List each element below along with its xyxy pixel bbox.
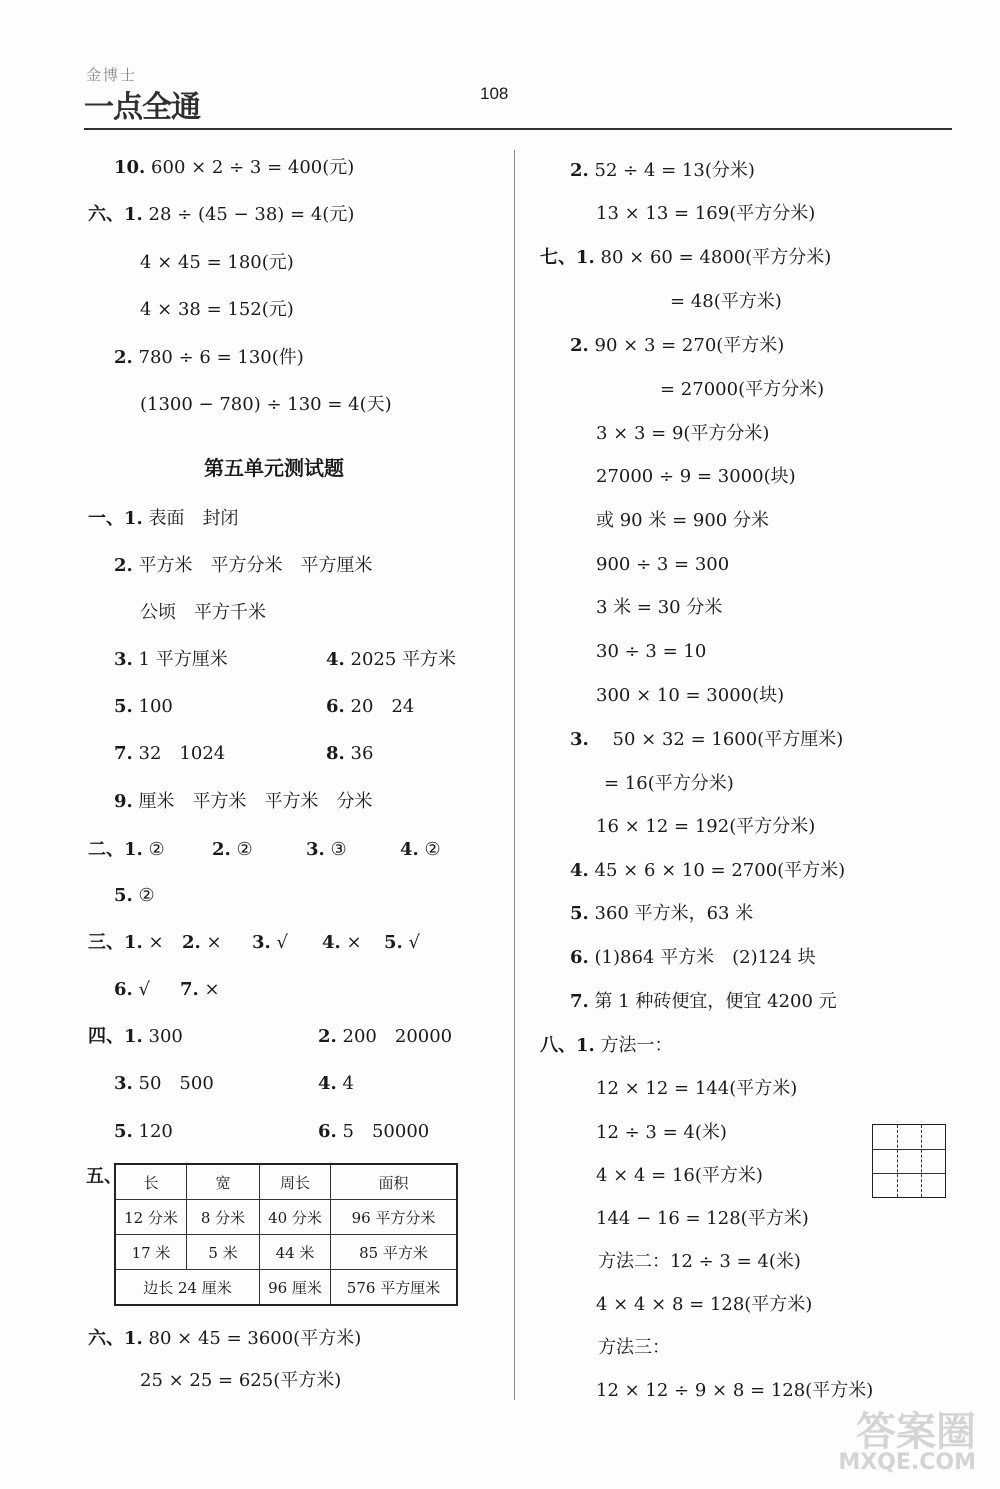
answer-line bbox=[88, 204, 354, 226]
answer-text: √ bbox=[402, 932, 420, 953]
answer-text: × bbox=[142, 932, 164, 953]
answer-text: 28 ÷ (45 − 38) = 4(元) bbox=[142, 204, 355, 225]
publisher-logo bbox=[84, 62, 224, 125]
answer-line bbox=[306, 839, 347, 861]
question-number: 6. bbox=[570, 947, 589, 968]
answer-line bbox=[318, 1121, 429, 1143]
answer-line: 27000 ÷ 9 = 3000(块) bbox=[596, 466, 796, 487]
question-number: 四、1. bbox=[88, 1026, 143, 1047]
question-number: 二、1. bbox=[88, 839, 143, 860]
answer-line: 3 × 3 = 9(平方分米) bbox=[596, 423, 770, 444]
answer-line: 25 × 25 = 625(平方米) bbox=[140, 1370, 342, 1391]
question-number: 7. bbox=[114, 743, 133, 764]
question-number: 3. bbox=[306, 839, 325, 860]
column-divider bbox=[514, 150, 515, 1400]
answer-text: 80 × 60 = 4800(平方分米) bbox=[594, 247, 832, 268]
answer-line: 13 × 13 = 169(平方分米) bbox=[596, 203, 816, 224]
answer-line bbox=[182, 932, 222, 954]
answer-line bbox=[540, 1035, 673, 1057]
question-number: 3. bbox=[570, 729, 589, 750]
answer-line bbox=[114, 1121, 173, 1143]
answer-text: 20 24 bbox=[344, 696, 415, 717]
answer-line bbox=[326, 743, 373, 765]
question-number: 5. bbox=[384, 932, 403, 953]
answer-text: 5 50000 bbox=[336, 1121, 430, 1142]
table-row bbox=[115, 1270, 457, 1306]
question-number: 5. bbox=[570, 903, 589, 924]
answer-line bbox=[400, 839, 441, 861]
answer-text: 2025 平方米 bbox=[344, 649, 457, 670]
logo-subtitle: 金博士 bbox=[86, 66, 138, 84]
table-row bbox=[115, 1235, 457, 1270]
answer-text: 120 bbox=[132, 1121, 173, 1142]
question-number: 8. bbox=[326, 743, 345, 764]
grid-diagram bbox=[872, 1124, 946, 1198]
table-cell: 边长 24 厘米 bbox=[115, 1270, 260, 1306]
answer-line bbox=[114, 555, 373, 577]
table-cell: 96 厘米 bbox=[260, 1270, 331, 1306]
answer-line bbox=[252, 932, 288, 954]
watermark: 答案圈 bbox=[856, 1409, 976, 1455]
answer-text: (1)864 平方米 (2)124 块 bbox=[588, 947, 816, 968]
answer-text: 300 bbox=[142, 1026, 183, 1047]
answer-line bbox=[114, 979, 150, 1001]
answer-line: 144 − 16 = 128(平方米) bbox=[596, 1208, 809, 1229]
grid-line bbox=[873, 1149, 945, 1150]
answer-text: √ bbox=[132, 979, 150, 1000]
answer-line bbox=[570, 160, 755, 182]
question-number: 6. bbox=[114, 979, 133, 1000]
question-number: 三、1. bbox=[88, 932, 143, 953]
answer-line: = 16(平方分米) bbox=[604, 773, 734, 794]
answer-text: × bbox=[200, 932, 222, 953]
answer-line bbox=[114, 743, 225, 765]
question-number: 4. bbox=[570, 860, 589, 881]
question-number: 2. bbox=[212, 839, 231, 860]
answer-text: ② bbox=[142, 839, 165, 860]
answer-text: 50 500 bbox=[132, 1073, 214, 1094]
table-header: 长 bbox=[115, 1164, 187, 1200]
table-cell: 576 平方厘米 bbox=[331, 1270, 458, 1306]
answer-line: 4 × 38 = 152(元) bbox=[140, 299, 294, 320]
answer-line: (1300 − 780) ÷ 130 = 4(天) bbox=[140, 394, 392, 415]
answer-text: 厘米 平方米 平方米 分米 bbox=[132, 791, 373, 812]
question-number: 5. bbox=[114, 885, 133, 906]
table-cell: 44 米 bbox=[260, 1235, 331, 1270]
answer-text: 平方米 平方分米 平方厘米 bbox=[132, 555, 373, 576]
answer-text: 方法一： bbox=[594, 1035, 673, 1056]
answer-line bbox=[384, 932, 420, 954]
table-row bbox=[115, 1200, 457, 1235]
answer-line: = 27000(平方分米) bbox=[660, 379, 825, 400]
question-number: 4. bbox=[322, 932, 341, 953]
question-number: 五、 bbox=[86, 1166, 122, 1187]
answer-line bbox=[114, 696, 173, 718]
answer-line: 300 × 10 = 3000(块) bbox=[596, 685, 785, 706]
logo-title: 一点全通 bbox=[84, 90, 200, 125]
question-number: 9. bbox=[114, 791, 133, 812]
question-number: 2. bbox=[114, 555, 133, 576]
question-number: 六、1. bbox=[88, 204, 143, 225]
question-number: 八、1. bbox=[540, 1035, 595, 1056]
question-number: 2. bbox=[318, 1026, 337, 1047]
watermark-url: MXQE.COM bbox=[838, 1450, 976, 1475]
answer-line bbox=[180, 979, 220, 1001]
table-cell: 96 平方分米 bbox=[331, 1200, 458, 1235]
question-number: 5. bbox=[114, 696, 133, 717]
answer-text: ② bbox=[230, 839, 253, 860]
question-number: 7. bbox=[180, 979, 199, 1000]
answer-line: 12 ÷ 3 = 4(米) bbox=[596, 1122, 727, 1143]
answer-text: ③ bbox=[324, 839, 347, 860]
question-number: 七、1. bbox=[540, 247, 595, 268]
table-cell: 8 分米 bbox=[187, 1200, 260, 1235]
question-number: 2. bbox=[182, 932, 201, 953]
grid-line bbox=[873, 1173, 945, 1174]
answer-line bbox=[318, 1073, 354, 1095]
table-header: 面积 bbox=[331, 1164, 458, 1200]
answer-text: 4 bbox=[336, 1073, 354, 1094]
answer-line bbox=[114, 649, 228, 671]
answer-line: 或 90 米 = 900 分米 bbox=[596, 510, 769, 531]
answer-line bbox=[88, 1328, 361, 1350]
question-number: 2. bbox=[570, 335, 589, 356]
table-header: 周长 bbox=[260, 1164, 331, 1200]
answer-text: √ bbox=[270, 932, 288, 953]
answer-line bbox=[570, 335, 784, 357]
answer-line bbox=[322, 932, 362, 954]
answer-line: 4 × 45 = 180(元) bbox=[140, 252, 294, 273]
answer-line bbox=[570, 729, 843, 751]
answer-line bbox=[88, 839, 165, 861]
answer-line bbox=[114, 885, 155, 907]
question-number: 2. bbox=[570, 160, 589, 181]
answer-line: 30 ÷ 3 = 10 bbox=[596, 641, 707, 662]
answer-text: 50 × 32 = 1600(平方厘米) bbox=[606, 729, 844, 750]
answer-line: 3 米 = 30 分米 bbox=[596, 597, 723, 618]
question-number: 10. bbox=[114, 157, 146, 178]
question-number: 六、1. bbox=[88, 1328, 143, 1349]
question-number: 7. bbox=[570, 991, 589, 1012]
header-rule bbox=[84, 128, 952, 130]
table-cell: 85 平方米 bbox=[331, 1235, 458, 1270]
answer-line bbox=[570, 991, 837, 1013]
answer-line bbox=[88, 508, 239, 530]
question-number: 3. bbox=[114, 1073, 133, 1094]
answer-text: 52 ÷ 4 = 13(分米) bbox=[588, 160, 755, 181]
answer-line bbox=[540, 247, 831, 269]
question-number: 3. bbox=[114, 649, 133, 670]
table-cell: 17 米 bbox=[115, 1235, 187, 1270]
answer-line bbox=[318, 1026, 452, 1048]
answer-text: 360 平方米，63 米 bbox=[588, 903, 754, 924]
answer-line: 900 ÷ 3 = 300 bbox=[596, 554, 730, 575]
answer-line bbox=[212, 839, 253, 861]
answer-line bbox=[114, 157, 354, 179]
answer-text: ② bbox=[418, 839, 441, 860]
question-number: 4. bbox=[318, 1073, 337, 1094]
answer-text: × bbox=[198, 979, 220, 1000]
answer-text: 90 × 3 = 270(平方米) bbox=[588, 335, 785, 356]
table-cell: 12 分米 bbox=[115, 1200, 187, 1235]
answer-line: 方法二：12 ÷ 3 = 4(米) bbox=[598, 1251, 801, 1272]
answer-line: = 48(平方米) bbox=[670, 291, 782, 312]
grid-line bbox=[897, 1125, 898, 1197]
answer-line bbox=[114, 1073, 214, 1095]
answer-line bbox=[326, 649, 456, 671]
answer-line bbox=[570, 947, 816, 969]
answer-line bbox=[88, 932, 164, 954]
answer-table bbox=[114, 1163, 458, 1306]
answer-line: 4 × 4 = 16(平方米) bbox=[596, 1165, 763, 1186]
question-number: 6. bbox=[326, 696, 345, 717]
answer-text: 780 ÷ 6 = 130(件) bbox=[132, 347, 304, 368]
table-cell: 40 分米 bbox=[260, 1200, 331, 1235]
table-cell: 5 米 bbox=[187, 1235, 260, 1270]
answer-line: 公顷 平方千米 bbox=[140, 602, 266, 623]
question-number: 5. bbox=[114, 1121, 133, 1142]
answer-text: 第 1 种砖便宜，便宜 4200 元 bbox=[588, 991, 837, 1012]
page-number: 108 bbox=[480, 84, 509, 103]
answer-text: 45 × 6 × 10 = 2700(平方米) bbox=[588, 860, 846, 881]
grid-line bbox=[921, 1125, 922, 1197]
answer-line bbox=[570, 903, 753, 925]
answer-text: 200 20000 bbox=[336, 1026, 453, 1047]
table-header: 宽 bbox=[187, 1164, 260, 1200]
answer-line bbox=[114, 791, 373, 813]
question-number: 6. bbox=[318, 1121, 337, 1142]
question-number: 一、1. bbox=[88, 508, 143, 529]
answer-text: × bbox=[340, 932, 362, 953]
answer-line: 4 × 4 × 8 = 128(平方米) bbox=[596, 1294, 813, 1315]
answer-line: 12 × 12 ÷ 9 × 8 = 128(平方米) bbox=[596, 1380, 874, 1401]
section-title: 第五单元测试题 bbox=[204, 456, 344, 480]
answer-text: 1 平方厘米 bbox=[132, 649, 228, 670]
question-number: 4. bbox=[400, 839, 419, 860]
answer-line: 16 × 12 = 192(平方分米) bbox=[596, 816, 816, 837]
answer-line: 方法三： bbox=[598, 1337, 670, 1358]
answer-text: 80 × 45 = 3600(平方米) bbox=[142, 1328, 362, 1349]
answer-line bbox=[88, 1026, 183, 1048]
answer-line bbox=[570, 860, 845, 882]
answer-line bbox=[326, 696, 414, 718]
question-number: 4. bbox=[326, 649, 345, 670]
answer-text: 32 1024 bbox=[132, 743, 226, 764]
answer-line: 12 × 12 = 144(平方米) bbox=[596, 1078, 798, 1099]
question-number: 2. bbox=[114, 347, 133, 368]
answer-text: 600 × 2 ÷ 3 = 400(元) bbox=[145, 157, 355, 178]
table-header-row bbox=[115, 1164, 457, 1200]
answer-text: 表面 封闭 bbox=[142, 508, 239, 529]
answer-text: 100 bbox=[132, 696, 173, 717]
answer-text: ② bbox=[132, 885, 155, 906]
answer-line bbox=[114, 347, 304, 369]
answer-text: 36 bbox=[344, 743, 374, 764]
question-number: 3. bbox=[252, 932, 271, 953]
